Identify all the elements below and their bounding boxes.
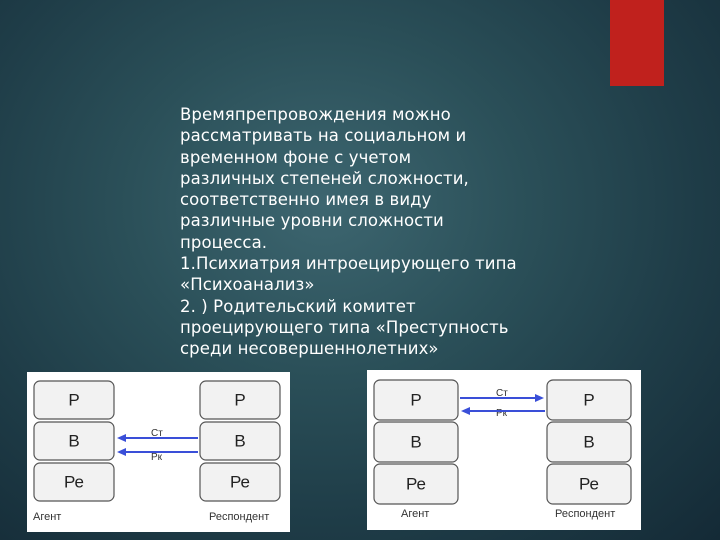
respondent-cell-b-label: В xyxy=(583,432,595,452)
text-line: соответственно имея в виду xyxy=(180,190,432,210)
text-line: различных степеней сложности, xyxy=(180,168,469,188)
respondent-caption: Респондент xyxy=(555,508,616,520)
agent-cell-p-label: Р xyxy=(410,390,422,410)
text-line: рассматривать на социальном и xyxy=(180,126,467,146)
arrow-top-head xyxy=(117,434,126,442)
arrow-bottom-head xyxy=(461,407,470,415)
text-line: «Психоанализ» xyxy=(180,275,315,295)
text-line: различные уровни сложности xyxy=(180,211,444,231)
arrow-top-label: Ст xyxy=(151,428,163,439)
red-accent-bar xyxy=(610,0,664,86)
respondent-cell-b-label: В xyxy=(234,431,246,451)
agent-cell-b-label: В xyxy=(68,431,80,451)
agent-cell-pe-label: Ре xyxy=(63,472,85,492)
arrow-bottom-label: Рк xyxy=(496,408,508,419)
respondent-cell-p-label: Р xyxy=(583,390,595,410)
text-line: среди несовершеннолетних» xyxy=(180,339,439,359)
diagram-right xyxy=(367,370,641,530)
respondent-caption: Респондент xyxy=(209,511,270,523)
text-line: временном фоне с учетом xyxy=(180,147,412,167)
agent-cell-pe-label: Ре xyxy=(405,474,427,494)
text-line: Времяпрепровождения можно xyxy=(180,105,451,124)
text-line: проецирующего типа «Преступность xyxy=(180,317,509,337)
diagram-left xyxy=(27,372,290,532)
agent-cell-b-label: В xyxy=(410,432,422,452)
text-line: 1.Психиатрия интроецирующего типа xyxy=(180,254,517,274)
agent-cell-p-label: Р xyxy=(68,390,80,410)
slide-body-text xyxy=(180,104,560,360)
respondent-cell-pe-label: Ре xyxy=(578,474,600,494)
arrow-bottom-head xyxy=(117,448,126,456)
arrow-top-head xyxy=(535,394,544,402)
agent-caption: Агент xyxy=(401,508,430,520)
arrow-top-label: Ст xyxy=(496,388,508,399)
respondent-cell-pe-label: Ре xyxy=(229,472,251,492)
arrow-bottom-label: Рк xyxy=(151,452,163,463)
text-line: 2. ) Родительский комитет xyxy=(180,296,416,316)
text-line: процесса. xyxy=(180,232,268,252)
agent-caption: Агент xyxy=(33,511,62,523)
respondent-cell-p-label: Р xyxy=(234,390,246,410)
